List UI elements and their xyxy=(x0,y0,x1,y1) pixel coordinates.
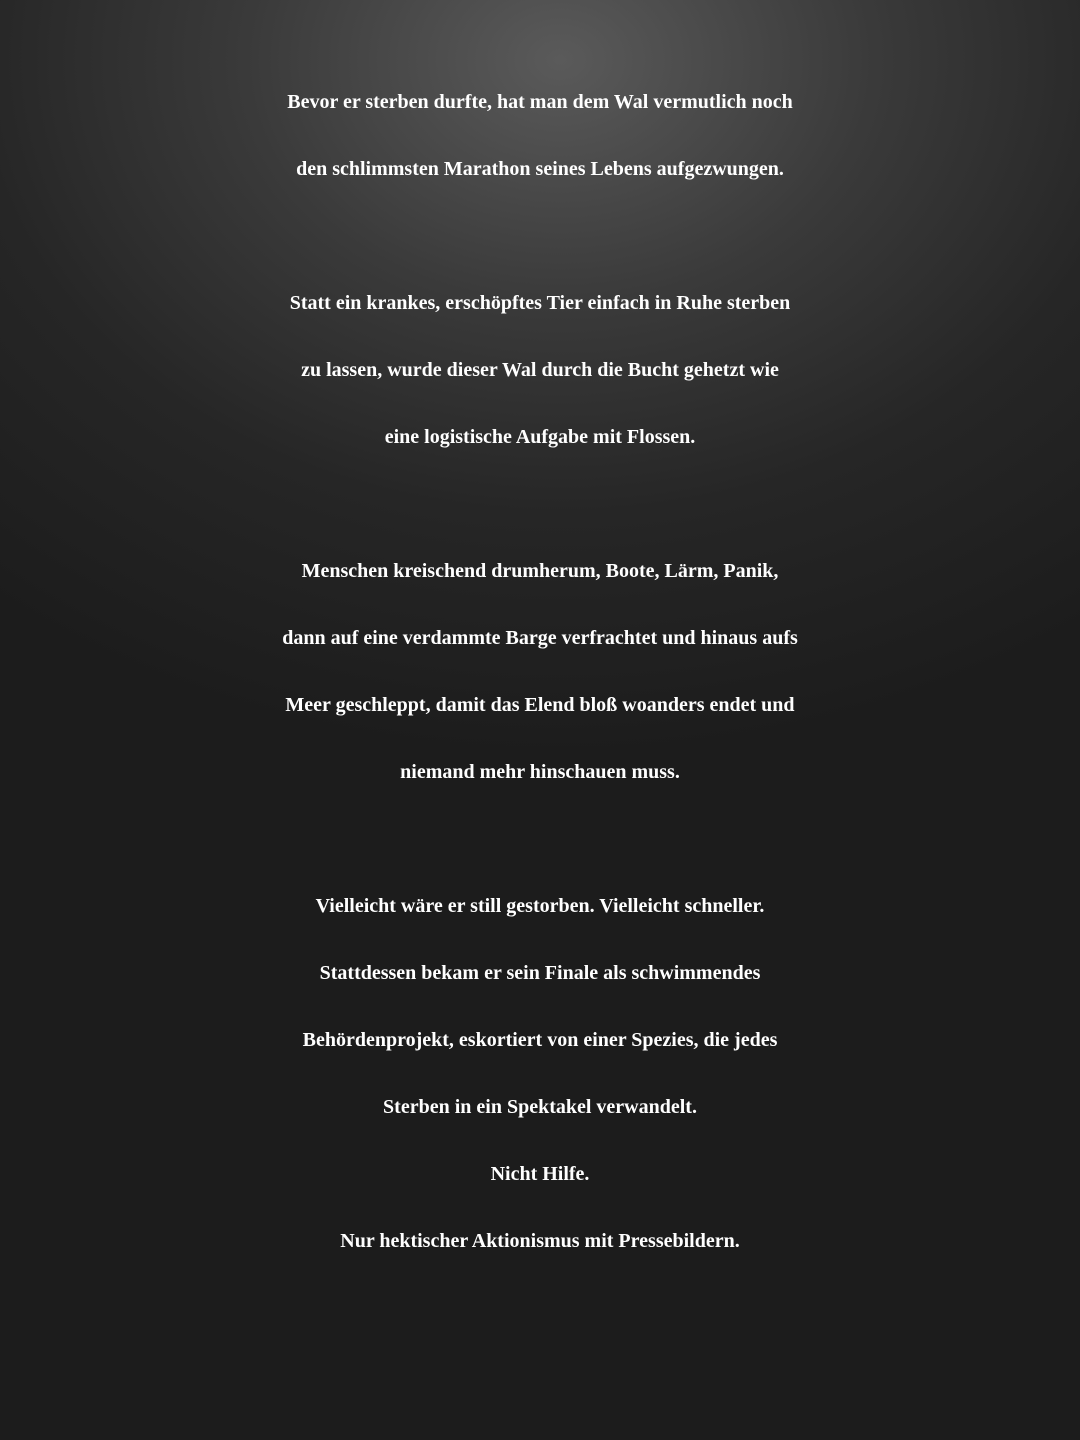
text-line: Vielleicht wäre er still gestorben. Vielleicht schneller. xyxy=(315,895,765,917)
text-line: Sterben in ein Spektakel verwandelt. xyxy=(383,1096,697,1118)
text-line: Statt ein krankes, erschöpftes Tier einfach in Ruhe sterben xyxy=(289,292,791,314)
text-line: Nur hektischer Aktionismus mit Pressebildern. xyxy=(340,1230,740,1252)
text-line: Behördenprojekt, eskortiert von einer Spezies, die jedes xyxy=(302,1029,778,1051)
text-line: Bevor er sterben durfte, hat man dem Wal vermutlich noch xyxy=(287,91,793,113)
text-line: dann auf eine verdammte Barge verfrachtet und hinaus aufs xyxy=(282,627,798,649)
text-line: niemand mehr hinschauen muss. xyxy=(400,761,680,783)
text-line: eine logistische Aufgabe mit Flossen. xyxy=(384,426,696,448)
text-line: Stattdessen bekam er sein Finale als schwimmendes xyxy=(319,962,761,984)
text-line: zu lassen, wurde dieser Wal durch die Bucht gehetzt wie xyxy=(301,359,779,381)
text-line: den schlimmsten Marathon seines Lebens aufgezwungen. xyxy=(296,158,784,180)
text-line: Meer geschleppt, damit das Elend bloß woanders endet und xyxy=(285,694,795,716)
text-line: Menschen kreischend drumherum, Boote, Lärm, Panik, xyxy=(301,560,779,582)
text-line: Nicht Hilfe. xyxy=(490,1163,590,1185)
